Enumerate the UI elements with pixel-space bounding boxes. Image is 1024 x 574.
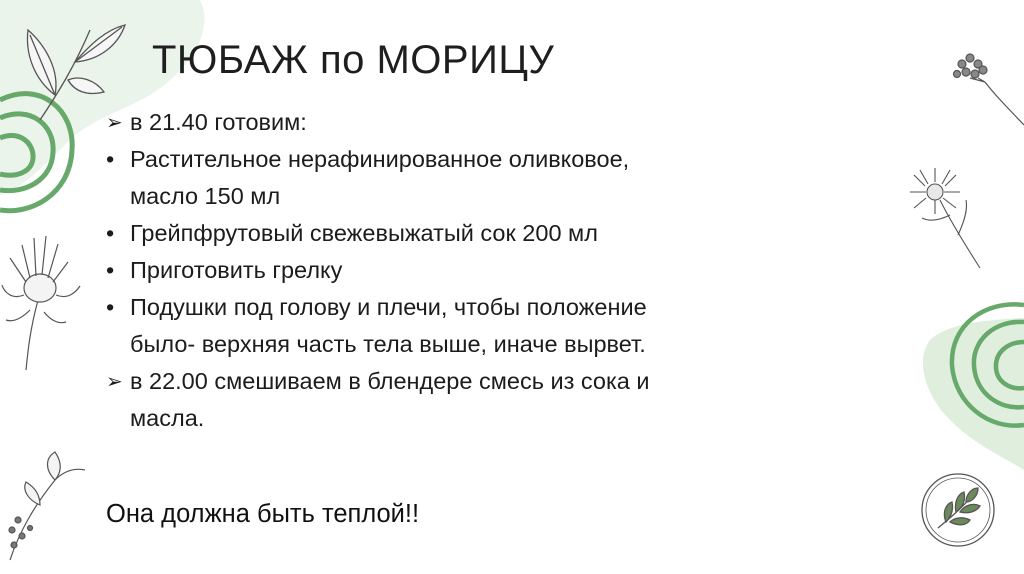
dot-bullet-icon: • [106, 294, 115, 320]
list-item [106, 104, 666, 141]
list-item [106, 363, 666, 437]
list-item-text: Растительное нерафинированное оливковое, масло 150 мл [130, 146, 630, 209]
list-item-text: Подушки под голову и плечи, чтобы положение было- верхняя часть тела выше, иначе вырвет. [130, 294, 647, 357]
list-item [106, 252, 666, 289]
list-item-text: Приготовить грелку [130, 257, 343, 283]
berry-branch-icon [9, 452, 85, 560]
dot-bullet-icon: • [106, 220, 115, 246]
arrow-bullet-icon: ➢ [106, 371, 123, 393]
list-item [106, 289, 666, 363]
yarrow-flower-icon [954, 54, 1024, 125]
arrow-bullet-icon: ➢ [106, 112, 123, 134]
list-item [106, 141, 666, 215]
dot-bullet-icon: • [106, 146, 115, 172]
instruction-list [106, 104, 666, 437]
dot-bullet-icon: • [106, 257, 115, 283]
right-blob [923, 318, 1024, 470]
daisy-flower-icon [910, 168, 980, 268]
laurel-wreath-icon [922, 474, 994, 546]
list-item-text: в 22.00 смешиваем в блендере смесь из сока и масла. [130, 368, 650, 431]
list-item-text: Грейпфрутовый свежевыжатый сок 200 мл [130, 220, 598, 246]
closing-note: Она должна быть теплой!! [106, 500, 420, 528]
slide-title: ТЮБАЖ по МОРИЦУ [152, 38, 555, 82]
list-item [106, 215, 666, 252]
thistle-flower-icon [2, 236, 80, 370]
list-item-text: в 21.40 готовим: [130, 109, 307, 135]
